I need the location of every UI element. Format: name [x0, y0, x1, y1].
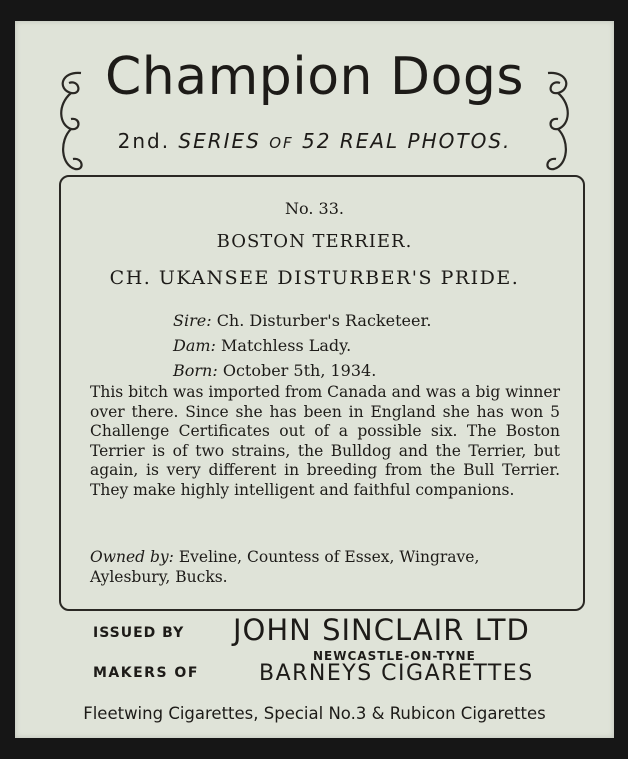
breed-name: BOSTON TERRIER. [216, 231, 413, 252]
born-line [173, 358, 431, 383]
owned-label: Owned by: [90, 548, 174, 566]
dog-name: CH. UKANSEE DISTURBER'S PRIDE. [109, 267, 520, 289]
brand-name: BARNEYS CIGARETTES [259, 661, 534, 686]
sire-value: Ch. Disturber's Racketeer. [216, 311, 432, 330]
dam-label: Dam: [173, 336, 216, 355]
cigarette-card [15, 21, 614, 738]
series-word: SERIES [178, 129, 261, 153]
series-of: OF [269, 134, 294, 152]
makers-of-label: MAKERS OF [93, 665, 199, 681]
series-prefix: 2nd. [117, 129, 171, 153]
company-city: NEWCASTLE-ON-TYNE [313, 649, 476, 663]
pedigree-block [173, 308, 431, 383]
other-brands: Fleetwing Cigarettes, Special No.3 & Rubicon Cigarettes [83, 704, 546, 723]
dam-line [173, 333, 431, 358]
sire-line [173, 308, 431, 333]
born-label: Born: [173, 361, 218, 380]
dam-value: Matchless Lady. [221, 336, 352, 355]
card-number: No. 33. [285, 199, 344, 218]
company-name: JOHN SINCLAIR LTD [233, 613, 530, 647]
issued-by-label: ISSUED BY [93, 625, 185, 641]
owner-line [90, 547, 560, 587]
owned-value: Eveline, Countess of Essex, Wingrave, Aylesbury, Bucks. [90, 548, 480, 586]
series-subtitle [15, 129, 614, 153]
sire-label: Sire: [173, 311, 212, 330]
born-value: October 5th, 1934. [222, 361, 377, 380]
series-suffix: 52 REAL PHOTOS. [302, 129, 512, 153]
card-title: Champion Dogs [105, 47, 524, 107]
description-paragraph: This bitch was imported from Canada and was a big winner over there. Since she has been in England she has won 5 Challenge Certificates out of a possible six. The Boston Terrier is of two strains, the Bulldog and the Terrier, but again, is very different in breeding from the Bull Terrier. They make highly intelligent and faithful companions. [90, 383, 560, 499]
